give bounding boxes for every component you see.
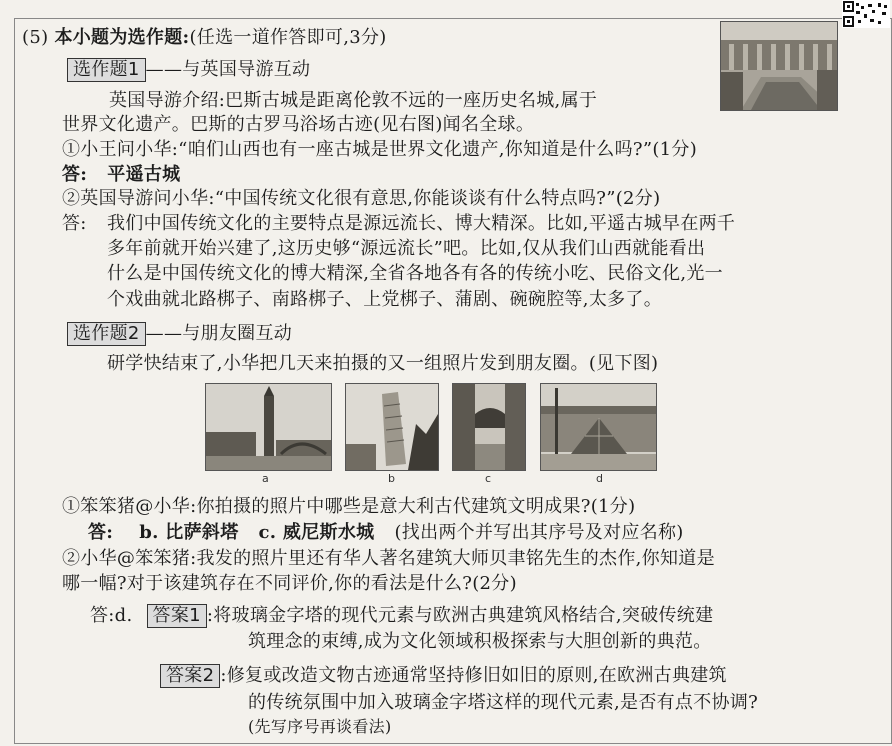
question-header [22, 27, 387, 49]
option2-intro: 研学快结束了,小华把几天来拍摄的又一组照片发到朋友圈。(见下图) [107, 353, 659, 374]
answer2-label: 答:d. [90, 605, 133, 626]
option1-heading [67, 58, 310, 82]
photo-b-pisa [345, 383, 439, 471]
option2-question1: ①笨笨猪@小华:你拍摄的照片中哪些是意大利古代建筑文明成果?(1分) [62, 496, 636, 517]
answer1-note: (找出两个并写出其序号及对应名称) [394, 522, 684, 543]
option2-question2-line1: ②小华@笨笨猪:我发的照片里还有华人著名建筑大师贝聿铭先生的杰作,你知道是 [62, 548, 715, 569]
option2-title: ——与朋友圈互动 [145, 323, 293, 344]
roman-baths-photo [720, 21, 838, 111]
option2-heading [67, 322, 292, 346]
option1-answer2-label: 答: [62, 213, 87, 234]
option1-intro-line1: 英国导游介绍:巴斯古城是距离伦敦不远的一座历史名城,属于 [109, 90, 598, 111]
option1-title: ——与英国导游互动 [145, 59, 311, 80]
answer1-c: c. 威尼斯水城 [258, 522, 375, 543]
option1-answer1 [62, 164, 180, 186]
answer-option2-note: (先写序号再谈看法) [248, 717, 392, 736]
option1-answer2-line: 多年前就开始兴建了,这历史够“源远流长”吧。比如,仅从我们山西就能看出 [107, 238, 706, 259]
option1-question2: ②英国导游问小华:“中国传统文化很有意思,你能谈谈有什么特点吗?”(2分) [62, 188, 661, 209]
option1-intro-line2: 世界文化遗产。巴斯的古罗马浴场古迹(见右图)闻名全球。 [62, 114, 535, 135]
option1-label: 选作题1 [67, 58, 146, 82]
photo-caption-a: a [262, 472, 269, 485]
answer-option1-line1: :将玻璃金字塔的现代元素与欧洲古典建筑风格结合,突破传统建 [206, 605, 714, 626]
photo-d-louvre [540, 383, 657, 471]
answer-label: 答: [88, 522, 114, 543]
option1-question1: ①小王问小华:“咱们山西也有一座古城是世界文化遗产,你知道是什么吗?”(1分) [62, 139, 698, 160]
answer-option2-label: 答案2 [160, 664, 220, 688]
answer-option1-line2: 筑理念的束缚,成为文化领域积极探索与大胆创新的典范。 [248, 631, 712, 652]
option2-label: 选作题2 [67, 322, 146, 346]
option1-answer2-line: 我们中国传统文化的主要特点是源远流长、博大精深。比如,平遥古城早在两千 [107, 213, 736, 234]
option2-question2-line2: 哪一幅?对于该建筑存在不同评价,你的看法是什么?(2分) [62, 573, 517, 594]
answer-label: 答: [62, 164, 88, 185]
answer1-b: b. 比萨斜塔 [139, 522, 239, 543]
answer-option2-line1: :修复或改造文物古迹通常坚持修旧如旧的原则,在欧洲古典建筑 [220, 665, 727, 686]
answer-option2-line2: 的传统氛围中加入玻璃金字塔这样的现代元素,是否有点不协调? [248, 692, 759, 713]
question-number: (5) [22, 27, 49, 48]
answer-option2 [160, 664, 727, 688]
option1-answer2-line: 个戏曲就北路梆子、南路梆子、上党梆子、蒲剧、碗碗腔等,太多了。 [107, 289, 663, 310]
question-title: 本小题为选作题: [54, 27, 190, 48]
photo-caption-c: c [485, 472, 492, 485]
photo-a-london [205, 383, 332, 471]
option2-answer2 [90, 604, 713, 628]
qr-code-icon [842, 0, 890, 28]
photo-caption-d: d [596, 472, 603, 485]
question-note: (任选一道作答即可,3分) [189, 27, 387, 48]
answer-option1-label: 答案1 [147, 604, 207, 628]
photo-c-venice [452, 383, 526, 471]
answer1-text: 平遥古城 [107, 164, 181, 185]
option1-answer2-line: 什么是中国传统文化的博大精深,全省各地各有各的传统小吃、民俗文化,光一 [107, 263, 723, 284]
photo-caption-b: b [388, 472, 395, 485]
option2-answer1 [88, 522, 684, 544]
